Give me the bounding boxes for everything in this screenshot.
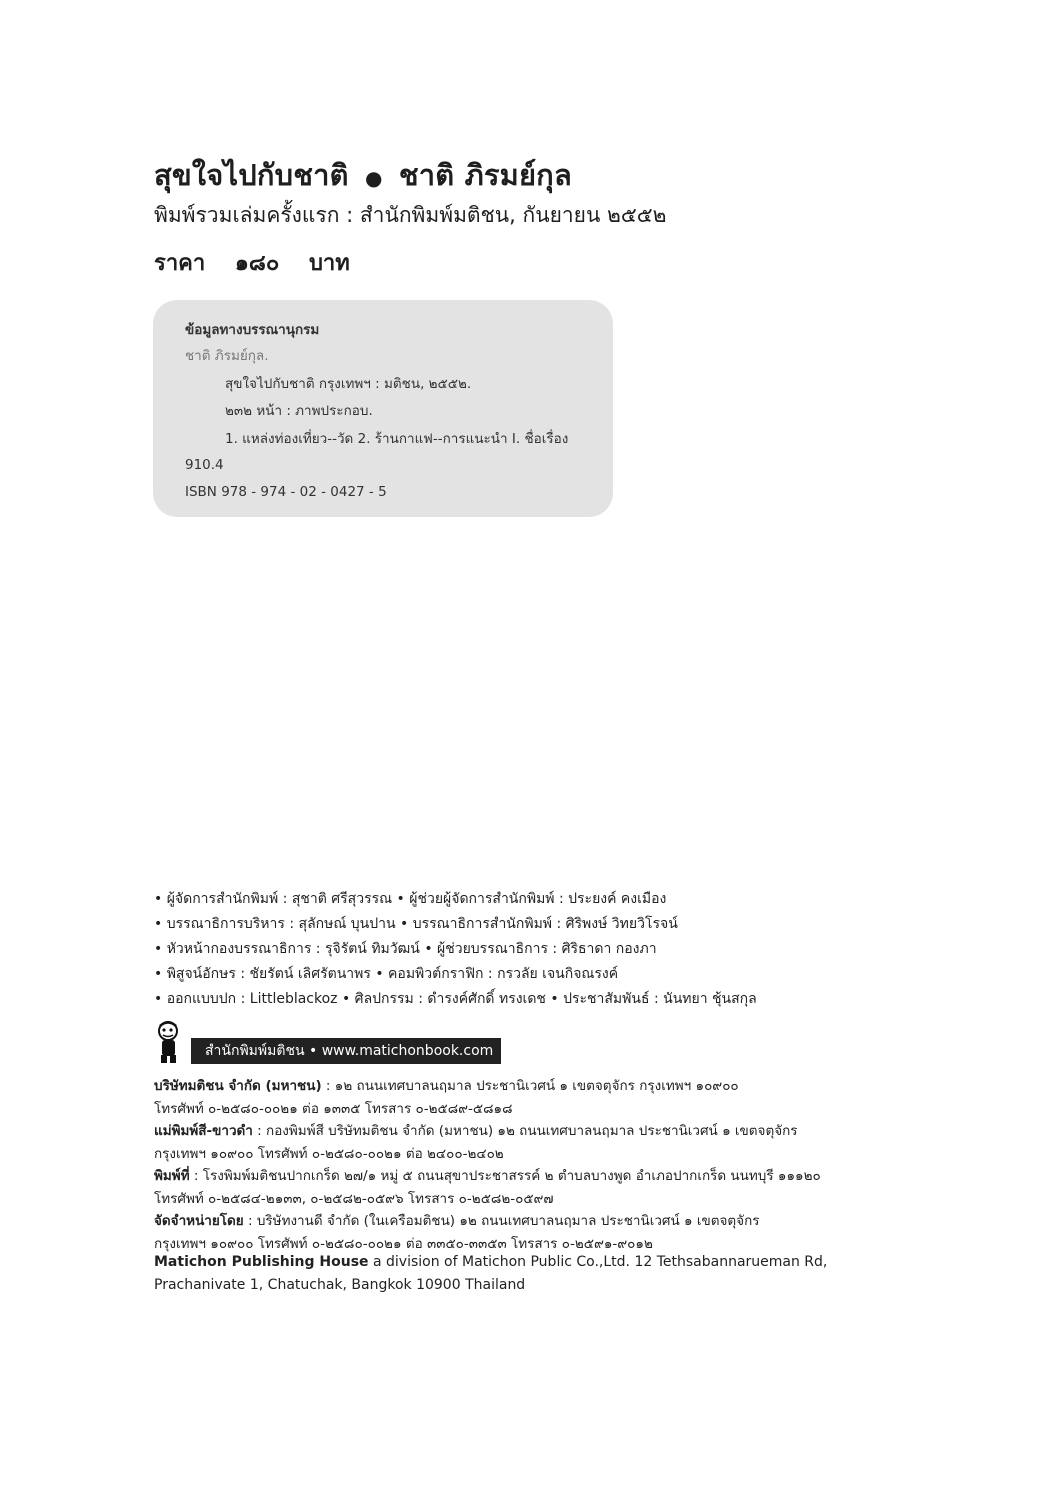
imprint-print-phone: โทรศัพท์ ๐-๒๕๘๔-๒๑๓๓, ๐-๒๕๘๒-๐๕๙๖ โทรสาร ๐-๒๕๘๒-๐๕๙๗ xyxy=(154,1190,554,1207)
dist-text: : บริษัทงานดี จำกัด (ในเครือมติชน) ๑๒ ถนนเทศบาลนฤมาล ประชานิเวศน์ ๑ เขตจตุจักร xyxy=(243,1213,760,1229)
price-line xyxy=(154,245,372,280)
staff-credits xyxy=(154,888,914,1013)
imprint-block xyxy=(154,1074,914,1299)
imprint-english xyxy=(154,1254,914,1277)
print-label: พิมพ์ที่ xyxy=(154,1168,190,1184)
imprint-distributor-phone: กรุงเทพฯ ๑๐๙๐๐ โทรศัพท์ ๐-๒๕๘๐-๐๐๒๑ ต่อ ๓๓๕๐-๓๓๕๓ โทรสาร ๐-๒๕๙๑-๙๐๑๒ xyxy=(154,1235,653,1252)
credit-row: • ออกแบบปก : Littleblackoz • ศิลปกรรม : ดำรงค์ศักดิ์ ทรงเดช • ประชาสัมพันธ์ : นันทยา ชุ้นสกุล xyxy=(154,991,757,1007)
cip-pages-line: ๒๓๒ หน้า : ภาพประกอบ. xyxy=(225,403,373,419)
mascot-icon xyxy=(154,1020,184,1064)
cip-title-line: สุขใจไปกับชาติ กรุงเทพฯ : มติชน, ๒๕๕๒. xyxy=(225,376,472,392)
credit-row: • พิสูจน์อักษร : ชัยรัตน์ เลิศรัตนาพร • คอมพิวต์กราฟิก : กรวลัย เจนกิจณรงค์ xyxy=(154,966,619,982)
edition-line: พิมพ์รวมเล่มครั้งแรก : สำนักพิมพ์มติชน, กันยายน ๒๕๕๒ xyxy=(154,203,667,227)
publisher-logo-bar: สำนักพิมพ์มติชน • www.matichonbook.com xyxy=(191,1038,501,1064)
cip-author: ชาติ ภิรมย์กุล. xyxy=(185,348,269,364)
price-label: ราคา xyxy=(154,251,206,276)
cip-subjects-line: 1. แหล่งท่องเที่ยว--วัด 2. ร้านกาแฟ--การแนะนำ I. ชื่อเรื่อง xyxy=(225,431,569,447)
imprint-color xyxy=(154,1119,914,1142)
publisher-logo xyxy=(154,1020,514,1066)
cip-heading: ข้อมูลทางบรรณานุกรม xyxy=(185,322,320,338)
company-label: บริษัทมติชน จำกัด (มหาชน) xyxy=(154,1078,322,1094)
book-title: สุขใจไปกับชาติ xyxy=(154,158,349,192)
author-name: ชาติ ภิรมย์กุล xyxy=(398,158,572,192)
cip-isbn: ISBN 978 - 974 - 02 - 0427 - 5 xyxy=(185,484,387,500)
imprint-print xyxy=(154,1164,914,1187)
credit-row: • หัวหน้ากองบรรณาธิการ : รุจิรัตน์ ทิมวัฒน์ • ผู้ช่วยบรรณาธิการ : ศิริธาดา กองภา xyxy=(154,941,657,957)
imprint-company-phone: โทรศัพท์ ๐-๒๕๘๐-๐๐๒๑ ต่อ ๑๓๓๕ โทรสาร ๐-๒๕๘๙-๕๘๑๘ xyxy=(154,1100,513,1117)
imprint-company xyxy=(154,1074,914,1097)
color-label: แม่พิมพ์สี-ขาวดำ xyxy=(154,1123,253,1139)
price-value: ๑๘๐ xyxy=(234,251,280,276)
dist-label: จัดจำหน่ายโดย xyxy=(154,1213,244,1229)
title-separator: ● xyxy=(364,166,383,190)
company-text: : ๑๒ ถนนเทศบาลนฤมาล ประชานิเวศน์ ๑ เขตจตุจักร กรุงเทพฯ ๑๐๙๐๐ xyxy=(321,1078,739,1094)
imprint-english-address: Prachanivate 1, Chatuchak, Bangkok 10900 Thailand xyxy=(154,1276,526,1293)
en-label: Matichon Publishing House xyxy=(154,1254,369,1270)
print-text: : โรงพิมพ์มติชนปากเกร็ด ๒๗/๑ หมู่ ๕ ถนนสุขาประชาสรรค์ ๒ ตำบลบางพูด อำเภอปากเกร็ด นนทบุรี ๑๑๑๒๐ xyxy=(189,1168,821,1184)
price-unit: บาท xyxy=(308,251,350,276)
cip-class-number: 910.4 xyxy=(185,457,224,473)
imprint-color-phone: กรุงเทพฯ ๑๐๙๐๐ โทรศัพท์ ๐-๒๕๘๐-๐๐๒๑ ต่อ ๒๔๐๐-๒๔๐๒ xyxy=(154,1145,504,1162)
cataloging-box xyxy=(153,300,613,517)
color-text: : กองพิมพ์สี บริษัทมติชน จำกัด (มหาชน) ๑๒ ถนนเทศบาลนฤมาล ประชานิเวศน์ ๑ เขตจตุจักร xyxy=(252,1123,798,1139)
credit-row: • ผู้จัดการสำนักพิมพ์ : สุชาติ ศรีสุวรรณ • ผู้ช่วยผู้จัดการสำนักพิมพ์ : ประยงค์ คงเมือง xyxy=(154,891,667,907)
book-title-line xyxy=(154,152,572,198)
imprint-distributor xyxy=(154,1209,914,1232)
en-text: a division of Matichon Public Co.,Ltd. 12 Tethsabannarueman Rd, xyxy=(368,1254,828,1270)
credit-row: • บรรณาธิการบริหาร : สุลักษณ์ บุนปาน • บรรณาธิการสำนักพิมพ์ : ศิริพงษ์ วิทยวิโรจน์ xyxy=(154,916,678,932)
